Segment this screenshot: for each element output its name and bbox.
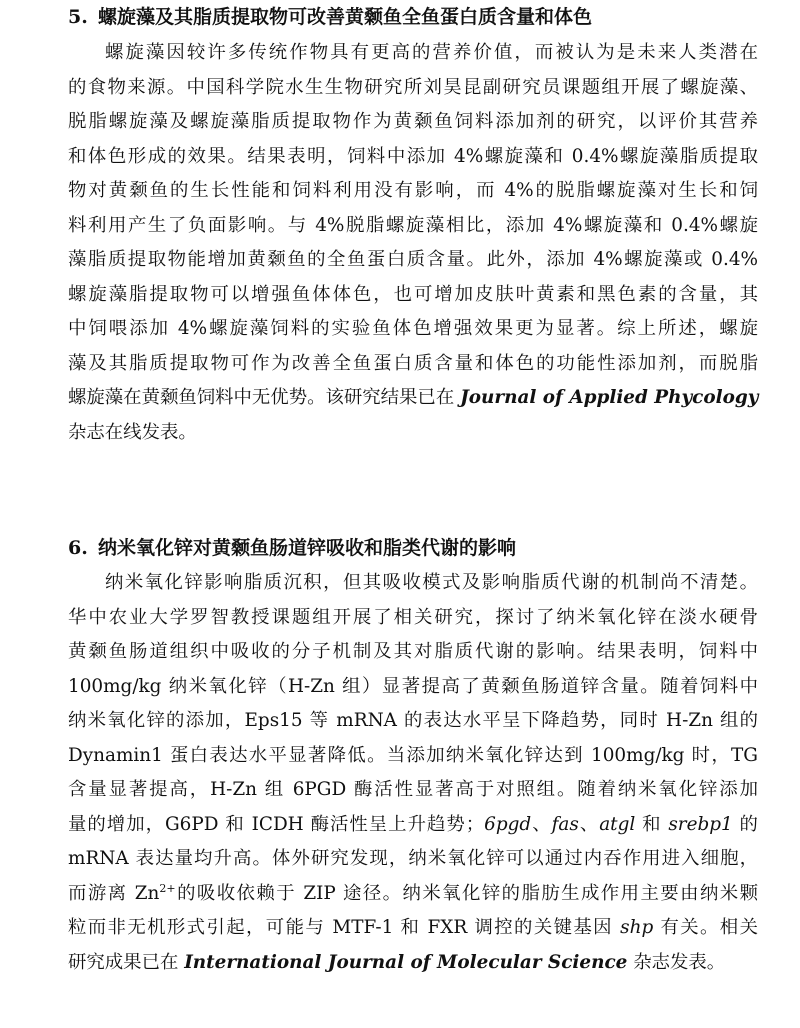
section-5-heading bbox=[68, 2, 760, 32]
journal-prefix: 螺旋藻在黄颡鱼饲料中无优势。该研究结果已在 bbox=[68, 387, 461, 408]
text-run: 而游离 Zn bbox=[68, 882, 160, 904]
paragraph-line: 脱脂螺旋藻及螺旋藻脂质提取物作为黄颡鱼饲料添加剂的研究，以评价其营养 bbox=[68, 111, 758, 132]
text-run: 的 bbox=[732, 813, 758, 835]
journal-name: International Journal of Molecular Science bbox=[184, 951, 628, 973]
gene-name: shp bbox=[620, 917, 654, 938]
paragraph-line: Dynamin1 蛋白表达水平显著降低。当添加纳米氧化锌达到 100mg/kg 时，TG bbox=[68, 744, 758, 766]
text-run: 、 bbox=[531, 813, 552, 835]
gene-name: fas bbox=[551, 813, 579, 835]
section-6-paragraph bbox=[68, 566, 758, 980]
gene-name: 6pgd bbox=[484, 813, 532, 835]
text-run: 量的增加，G6PD 和 ICDH 酶活性呈上升趋势； bbox=[68, 813, 485, 835]
gene-name: srebp1 bbox=[668, 813, 733, 835]
paragraph-line: 杂志在线发表。 bbox=[68, 421, 197, 443]
section-6-title: 纳米氧化锌对黄颡鱼肠道锌吸收和脂类代谢的影响 bbox=[98, 537, 517, 559]
paragraph-line bbox=[68, 877, 758, 912]
text-run: 有关。相关 bbox=[653, 917, 758, 938]
paragraph-line: 和体色形成的效果。结果表明，饲料中添加 4%螺旋藻和 0.4%螺旋藻脂质提取 bbox=[68, 145, 758, 167]
paragraph-line: 物对黄颡鱼的生长性能和饲料利用没有影响，而 4%的脱脂螺旋藻对生长和饲 bbox=[68, 180, 758, 201]
paragraph-line: 藻脂质提取物能增加黄颡鱼的全鱼蛋白质含量。此外，添加 4%螺旋藻或 0.4% bbox=[68, 249, 758, 270]
paragraph-line bbox=[68, 946, 758, 981]
paragraph-line: 含量显著提高，H-Zn 组 6PGD 酶活性显著高于对照组。随着纳米氧化锌添加 bbox=[68, 779, 758, 800]
paragraph-line bbox=[68, 381, 758, 416]
text-run: 、 bbox=[578, 813, 600, 835]
journal-name: Journal of Applied Phycology bbox=[460, 387, 759, 408]
paragraph-line: 纳米氧化锌影响脂质沉积，但其吸收模式及影响脂质代谢的机制尚不清楚。 bbox=[105, 572, 758, 593]
section-5-number: 5. bbox=[68, 6, 88, 28]
paragraph-line: 螺旋藻因较许多传统作物具有更高的营养价值，而被认为是未来人类潜在 bbox=[105, 42, 758, 63]
text-run: 研究成果已在 bbox=[68, 951, 185, 973]
paragraph-line: 纳米氧化锌的添加，Eps15 等 mRNA 的表达水平呈下降趋势，同时 H-Zn 组的 bbox=[68, 710, 758, 731]
section-6-number: 6. bbox=[68, 537, 88, 559]
paragraph-line: 的食物来源。中国科学院水生生物研究所刘昊昆副研究员课题组开展了螺旋藻、 bbox=[68, 76, 758, 98]
paragraph-line: 华中农业大学罗智教授课题组开展了相关研究，探讨了纳米氧化锌在淡水硬骨 bbox=[68, 606, 758, 628]
text-run: 粒而非无机形式引起，可能与 MTF-1 和 FXR 调控的关键基因 bbox=[68, 917, 621, 938]
paragraph-line: 螺旋藻脂提取物可以增强鱼体体色，也可增加皮肤叶黄素和黑色素的含量，其 bbox=[68, 283, 758, 305]
paragraph-line: mRNA 表达量均升高。体外研究发现，纳米氧化锌可以通过内吞作用进入细胞， bbox=[68, 848, 758, 869]
text-run: 的吸收依赖于 ZIP 途径。纳米氧化锌的脂肪生成作用主要由纳米颗 bbox=[175, 882, 758, 904]
paragraph-line bbox=[68, 808, 758, 843]
paragraph-line: 料利用产生了负面影响。与 4%脱脂螺旋藻相比，添加 4%螺旋藻和 0.4%螺旋 bbox=[68, 214, 758, 236]
paragraph-line: 100mg/kg 纳米氧化锌（H-Zn 组）显著提高了黄颡鱼肠道锌含量。随着饲料中 bbox=[68, 675, 758, 697]
superscript: 2+ bbox=[159, 881, 176, 895]
gene-name: atgl bbox=[599, 813, 636, 835]
section-5-title: 螺旋藻及其脂质提取物可改善黄颡鱼全鱼蛋白质含量和体色 bbox=[98, 6, 593, 28]
paragraph-line bbox=[68, 911, 758, 946]
text-run: 杂志发表。 bbox=[627, 951, 726, 973]
text-run: 和 bbox=[635, 813, 669, 835]
section-5-paragraph bbox=[68, 36, 758, 450]
paragraph-line: 中饲喂添加 4%螺旋藻饲料的实验鱼体色增强效果更为显著。综上所述，螺旋 bbox=[68, 318, 758, 339]
paragraph-line: 藻及其脂质提取物可作为改善全鱼蛋白质含量和体色的功能性添加剂，而脱脂 bbox=[68, 352, 758, 374]
section-6-heading bbox=[68, 533, 760, 563]
paragraph-line: 黄颡鱼肠道组织中吸收的分子机制及其对脂质代谢的影响。结果表明，饲料中 bbox=[68, 641, 758, 662]
